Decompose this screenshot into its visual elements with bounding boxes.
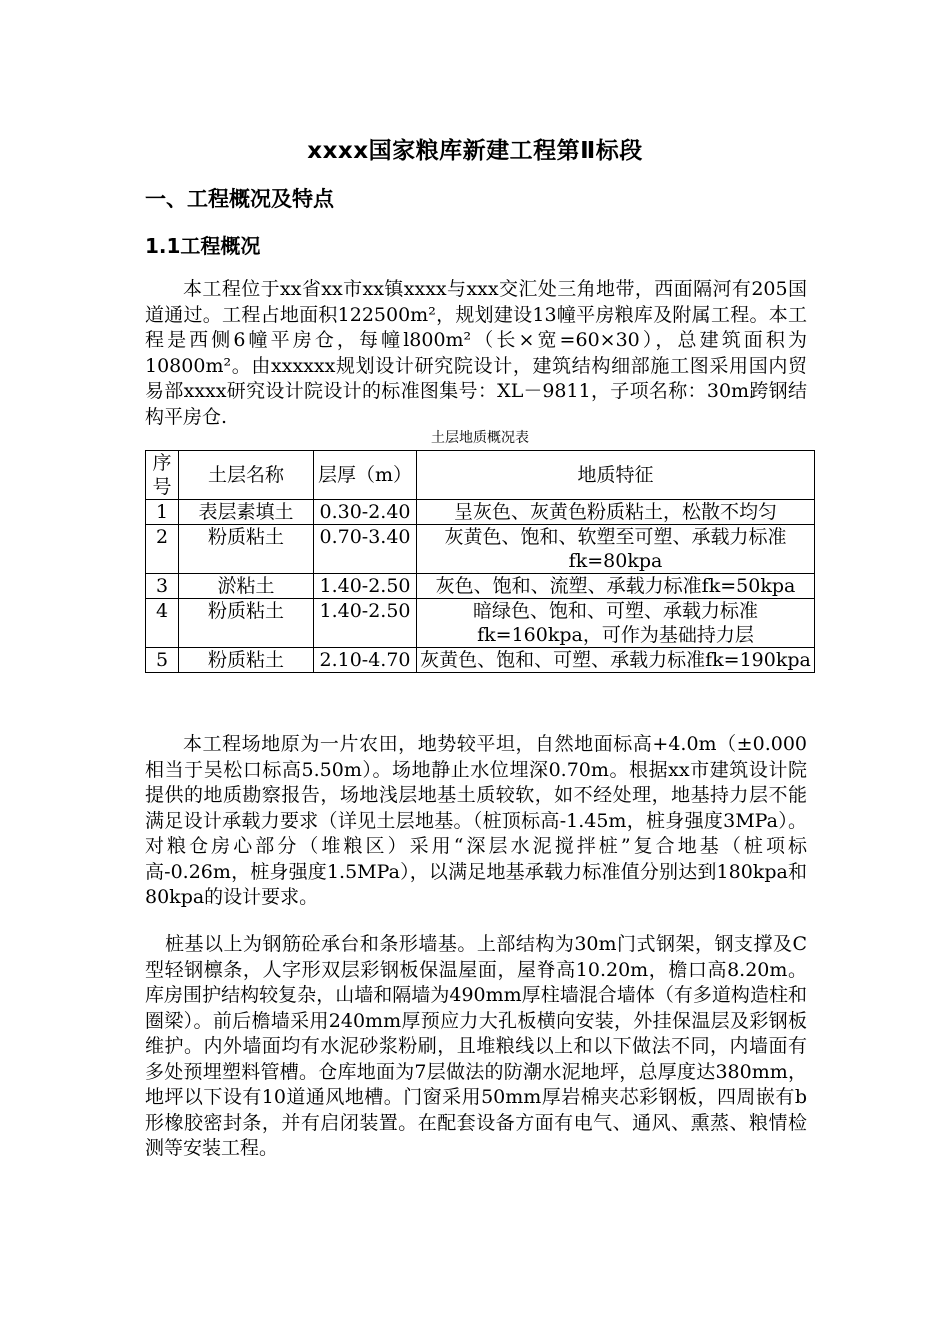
cell-thickness: 0.70-3.40 [314,525,417,574]
table-row [146,648,815,673]
table-caption: 土层地质概况表 [431,430,529,446]
cell-thickness: 1.40-2.50 [314,599,417,648]
cell-no: 3 [146,574,179,599]
cell-no: 4 [146,599,179,648]
header-name: 土层名称 [179,451,314,500]
header-feature: 地质特征 [417,451,815,500]
cell-feature: 灰黄色、饱和、软塑至可塑、承载力标准fk=80kpa [417,525,815,574]
structure-paragraph: 桩基以上为钢筋砼承台和条形墙基。上部结构为30m门式钢架，钢支撑及C型轻钢檩条，人字形双层彩钢板保温屋面，屋脊高10.20m，檐口高8.20m。库房围护结构较复杂，山墙和隔墙为490mm厚柱墙混合墙体（有多道构造柱和圈梁）。前后檐墙采用240mm厚预应力大孔板横向安装，外挂保温层及彩钢板维护。内外墙面均有水泥砂浆粉刷，且堆粮线以上和以下做法不同，内墙面有多处预埋塑料管槽。仓库地面为7层做法的防潮水泥地坪，总厚度达380mm，地坪以下设有10道通风地槽。门窗采用50mm厚岩棉夹芯彩钢板，四周嵌有b形橡胶密封条，并有启闭装置。在配套设备方面有电气、通风、熏蒸、粮情检测等安装工程。 [145,933,807,1159]
cell-feature: 灰色、饱和、流塑、承载力标准fk=50kpa [417,574,815,599]
cell-name: 表层素填土 [179,500,314,525]
cell-no: 2 [146,525,179,574]
cell-thickness: 2.10-4.70 [314,648,417,673]
cell-no: 5 [146,648,179,673]
cell-thickness: 0.30-2.40 [314,500,417,525]
header-thickness: 层厚（m） [314,451,417,500]
cell-feature: 呈灰色、灰黄色粉质粘土，松散不均匀 [417,500,815,525]
header-no: 序号 [146,451,179,500]
cell-feature: 灰黄色、饱和、可塑、承载力标准fk=190kpa [417,648,815,673]
table-row [146,525,815,574]
table-row [146,574,815,599]
subsection-heading: 1.1工程概况 [145,234,261,258]
cell-feature: 暗绿色、饱和、可塑、承载力标准fk=160kpa，可作为基础持力层 [417,599,815,648]
table-header-row [146,451,815,500]
cell-name: 粉质粘土 [179,648,314,673]
overview-paragraph: 本工程位于xx省xx市xx镇xxxx与xxx交汇处三角地带，西面隔河有205国道通过。工程占地面积122500m²，规划建设13幢平房粮库及附属工程。本工程是西侧6幢平房仓，每幢l800m²（长×宽=60×30），总建筑面积为10800m²。由xxxxxx规划设计研究院设计，建筑结构细部施工图采用国内贸易部xxxx研究设计院设计的标准图集号：XL－9811，子项名称：30m跨钢结构平房仓. [145,278,807,428]
cell-thickness: 1.40-2.50 [314,574,417,599]
site-paragraph: 本工程场地原为一片农田，地势较平坦，自然地面标高+4.0m（±0.000相当于吴松口标高5.50m）。场地静止水位埋深0.70m。根据xx市建筑设计院提供的地质勘察报告，场地浅层地基土质较软，如不经处理，地基持力层不能满足设计承载力要求（详见土层地基。（桩顶标高-1.45m，桩身强度3MPa）。对粮仓房心部分（堆粮区）采用“深层水泥搅拌桩”复合地基（桩项标高-0.26m，桩身强度1.5MPa），以满足地基承载力标准值分别达到180kpa和80kpa的设计要求。 [145,733,807,908]
cell-name: 粉质粘土 [179,525,314,574]
table-row [146,599,815,648]
document-title: xxxx国家粮库新建工程第Ⅱ标段 [307,138,643,164]
cell-name: 淤粘土 [179,574,314,599]
cell-name: 粉质粘土 [179,599,314,648]
table-row [146,500,815,525]
section-heading: 一、工程概况及特点 [145,187,334,211]
soil-table [145,450,815,673]
cell-no: 1 [146,500,179,525]
